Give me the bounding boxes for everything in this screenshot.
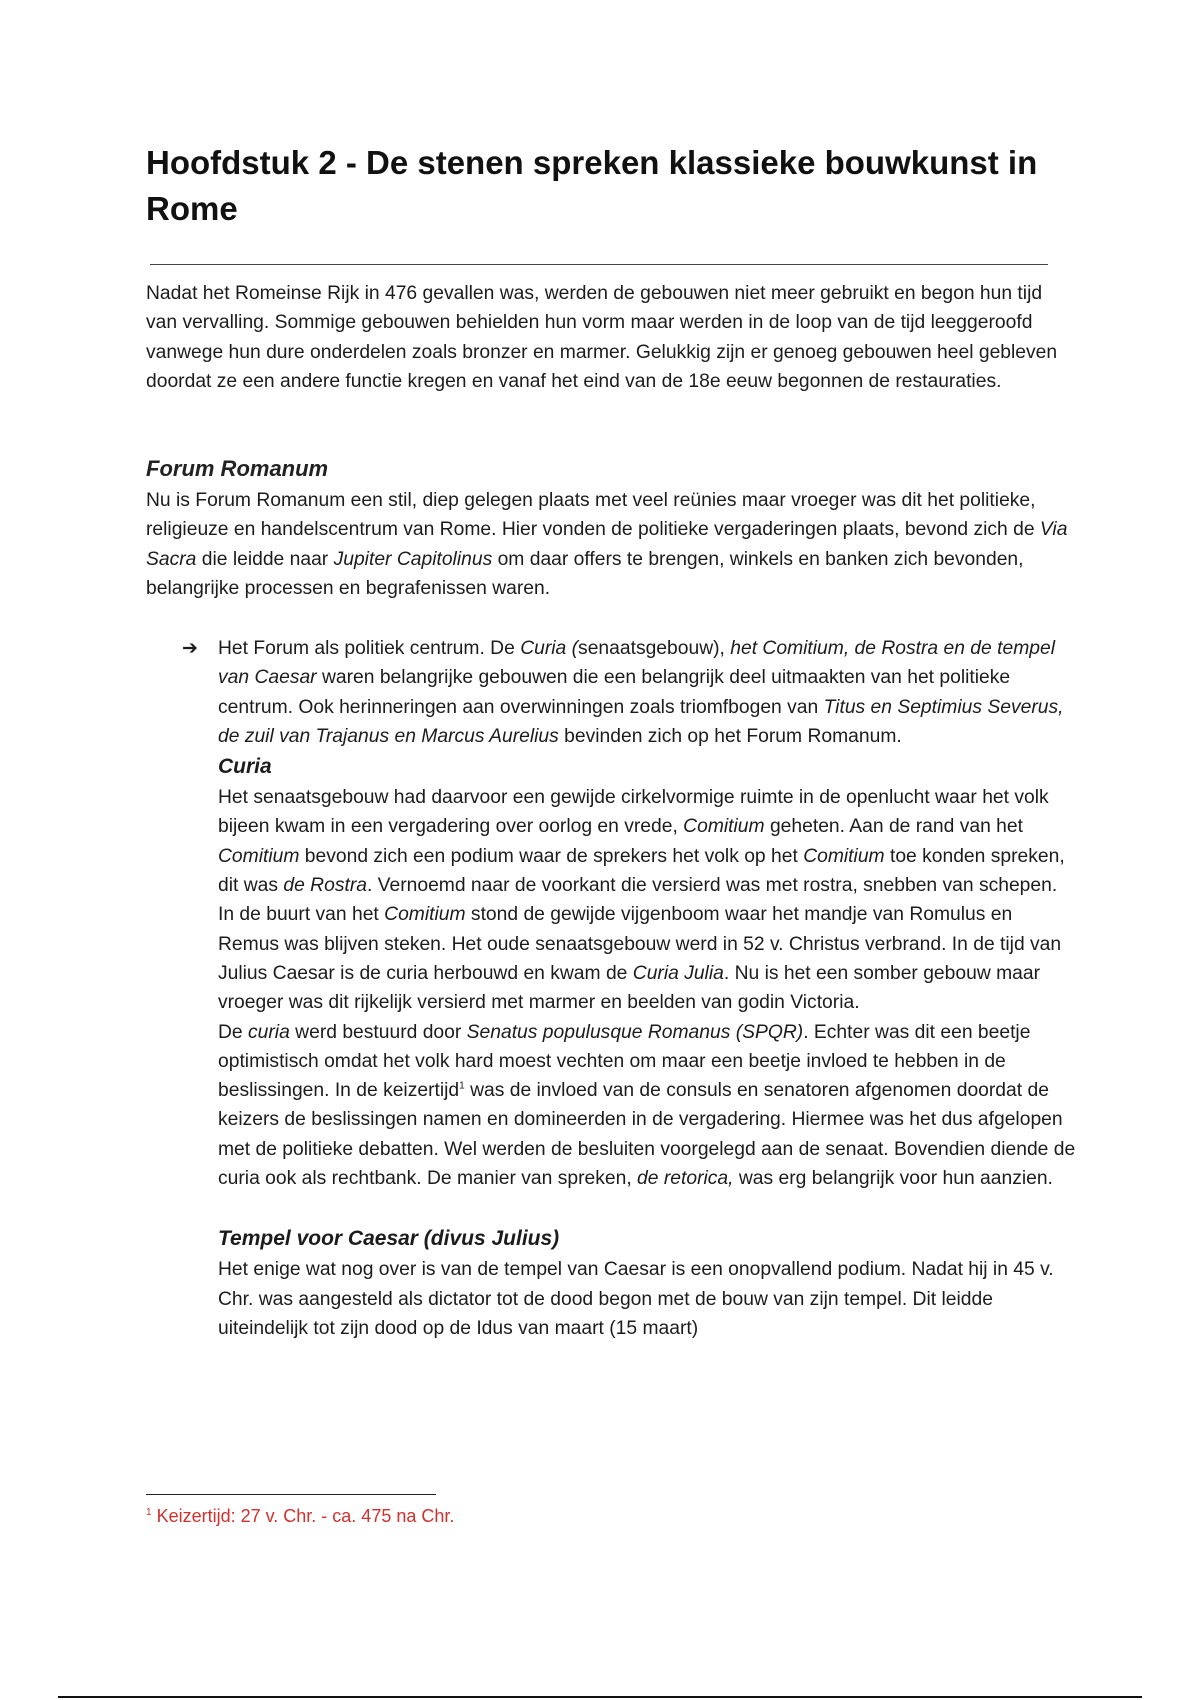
page-bottom-divider: [58, 1696, 1142, 1698]
title-divider: [150, 264, 1048, 265]
subheading-curia: Curia: [218, 755, 272, 779]
section-heading-forum: Forum Romanum: [146, 456, 329, 481]
bullet-text: Het Forum als politiek centrum. De Curia (senaatsgebouw), het Comitium, de Rostra en de tempel van Caesar waren belangrijke gebouwen die een belangrijk deel uitmaakten van het politieke centrum. Ook herinneringen aan overwinningen zoals triomfbogen van Titus en Septimius Severus, de zuil van Trajanus en Marcus Aurelius bevinden zich op het Forum Romanum.: [218, 638, 1064, 747]
forum-paragraph: Nu is Forum Romanum een stil, diep gelegen plaats met veel reünies maar vroeger was dit het politieke, religieuze en handelscentrum van Rome. Hier vonden de politieke vergaderingen plaats, bevond zich de Via Sacra die leidde naar Jupiter Capitolinus om daar offers te brengen, winkels en banken zich bevonden, belangrijke processen en begrafenissen waren.: [146, 490, 1068, 599]
intro-paragraph: Nadat het Romeinse Rijk in 476 gevallen was, werden de gebouwen niet meer gebruikt en begon hun tijd van vervalling. Sommige gebouwen behielden hun vorm maar werden in de loop van de tijd leeggeroofd vanwege hun dure onderdelen zoals bronzer en marmer. Gelukkig zijn er genoeg gebouwen heel gebleven doordat ze een andere functie kregen en vanaf het eind van de 18e eeuw begonnen de restauraties.: [146, 283, 1058, 392]
footnote-marker: 1: [146, 1507, 152, 1518]
curia-paragraph-2: De curia werd bestuurd door Senatus populusque Romanus (SPQR). Echter was dit een beetje optimistisch omdat het volk hard moest vechten om maar een beetje invloed te hebben in de beslissingen. In de keizertijd$^1$ was de invloed van de consuls en senatoren afgenomen doordat de keizers de beslissingen namen en domineerden in de vergadering. Hiermee was het dus afgelopen met de politieke debatten. Wel werden de besluiten voorgelegd aan de senaat. Bovendien diende de curia ook als rechtbank. De manier van spreken, de retorica, was erg belangrijk voor hun aanzien.: [218, 1021, 1076, 1190]
page-title: Hoofdstuk 2 - De stenen spreken klassieke bouwkunst in Rome: [146, 144, 1038, 227]
footnote-reference[interactable]: 1: [459, 1080, 465, 1092]
arrow-bullet-icon: ➔: [182, 638, 198, 659]
tempel-paragraph: Het enige wat nog over is van de tempel van Caesar is een onopvallend podium. Nadat hij in 45 v. Chr. was aangesteld als dictator tot de dood begon met de bouw van zijn tempel. Dit leidde uiteindelijk tot zijn dood op de Idus van maart (15 maart): [218, 1259, 1054, 1339]
term-via-sacra: Via Sacra: [146, 519, 1068, 570]
footnote-divider: [146, 1494, 436, 1495]
curia-paragraph-1: Het senaatsgebouw had daarvoor een gewijde cirkelvormige ruimte in de openlucht waar het volk bijeen kwam in een vergadering over oorlog en vrede, Comitium geheten. Aan de rand van het Comitium bevond zich een podium waar de sprekers het volk op het Comitium toe konden spreken, dit was de Rostra. Vernoemd naar de voorkant die versierd was met rostra, snebben van schepen. In de buurt van het Comitium stond de gewijde vijgenboom waar het mandje van Romulus en Remus was blijven steken. Het oude senaatsgebouw werd in 52 v. Christus verbrand. In de tijd van Julius Caesar is de curia herbouwd en kwam de Curia Julia. Nu is het een somber gebouw maar vroeger was dit rijkelijk versierd met marmer en beelden van godin Victoria.: [218, 787, 1065, 1014]
subheading-tempel: Tempel voor Caesar (divus Julius): [218, 1227, 560, 1251]
footnote: [146, 1506, 454, 1527]
bullet-list-item: [182, 634, 1078, 1343]
term-jupiter: Jupiter Capitolinus: [333, 548, 493, 570]
footnote-text: Keizertijd: 27 v. Chr. - ca. 475 na Chr.: [151, 1506, 455, 1526]
